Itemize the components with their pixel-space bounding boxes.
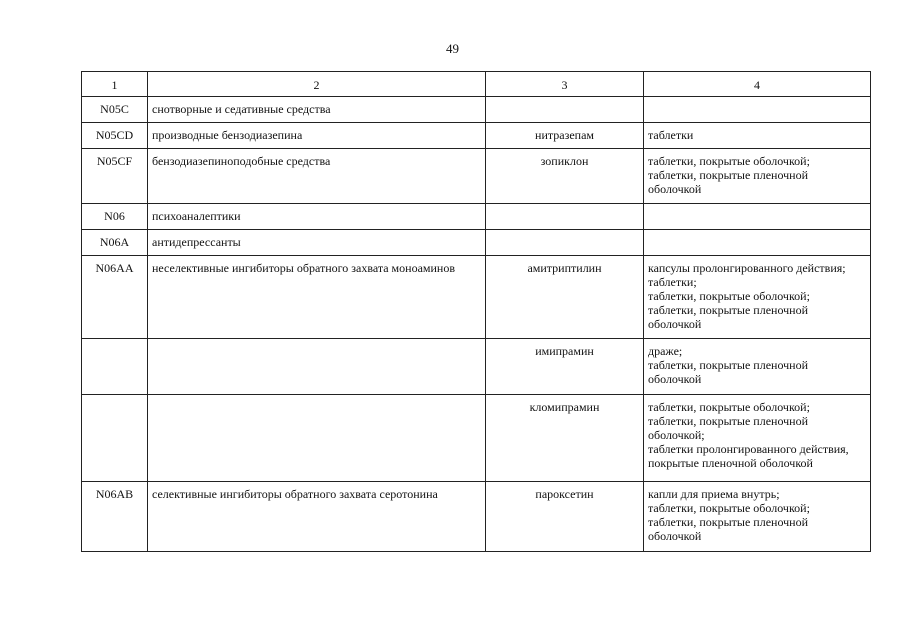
group-name-cell: селективные ингибиторы обратного захвата серотонина	[148, 482, 486, 552]
drug-name-cell: пароксетин	[486, 482, 644, 552]
drug-name-cell	[486, 204, 644, 230]
dosage-forms-cell: капсулы пролонгированного действия; таблетки; таблетки, покрытые оболочкой; таблетки, покрытые пленочной оболочкой	[644, 256, 871, 339]
dosage-forms-cell	[644, 230, 871, 256]
table-row	[82, 149, 871, 204]
header-cell-1: 1	[82, 72, 148, 97]
table-header-row	[82, 72, 871, 97]
table-row	[82, 123, 871, 149]
atc-code-cell	[82, 395, 148, 482]
table-row	[82, 395, 871, 482]
drug-name-cell: зопиклон	[486, 149, 644, 204]
atc-code-cell: N06AA	[82, 256, 148, 339]
atc-code-cell	[82, 339, 148, 395]
atc-code-cell: N05C	[82, 97, 148, 123]
group-name-cell: снотворные и седативные средства	[148, 97, 486, 123]
dosage-forms-cell	[644, 204, 871, 230]
dosage-forms-cell	[644, 97, 871, 123]
group-name-cell: неселективные ингибиторы обратного захвата моноаминов	[148, 256, 486, 339]
drug-table	[81, 71, 871, 552]
header-cell-3: 3	[486, 72, 644, 97]
dosage-forms-cell: капли для приема внутрь; таблетки, покрытые оболочкой; таблетки, покрытые пленочной оболочкой	[644, 482, 871, 552]
group-name-cell	[148, 339, 486, 395]
group-name-cell: психоаналептики	[148, 204, 486, 230]
drug-name-cell: нитразепам	[486, 123, 644, 149]
atc-code-cell: N06	[82, 204, 148, 230]
drug-name-cell: кломипрамин	[486, 395, 644, 482]
dosage-forms-cell: драже; таблетки, покрытые пленочной оболочкой	[644, 339, 871, 395]
dosage-forms-cell: таблетки	[644, 123, 871, 149]
drug-name-cell: имипрамин	[486, 339, 644, 395]
table-row	[82, 230, 871, 256]
atc-code-cell: N06AB	[82, 482, 148, 552]
dosage-forms-cell: таблетки, покрытые оболочкой; таблетки, покрытые пленочной оболочкой	[644, 149, 871, 204]
table-row	[82, 339, 871, 395]
drug-name-cell	[486, 230, 644, 256]
drug-name-cell	[486, 97, 644, 123]
table-row	[82, 97, 871, 123]
group-name-cell: антидепрессанты	[148, 230, 486, 256]
header-cell-2: 2	[148, 72, 486, 97]
page-number: 49	[446, 41, 459, 56]
group-name-cell	[148, 395, 486, 482]
atc-code-cell: N06A	[82, 230, 148, 256]
atc-code-cell: N05CD	[82, 123, 148, 149]
group-name-cell: производные бензодиазепина	[148, 123, 486, 149]
table-row	[82, 482, 871, 552]
header-cell-4: 4	[644, 72, 871, 97]
dosage-forms-cell: таблетки, покрытые оболочкой; таблетки, покрытые пленочной оболочкой; таблетки пролонгированного действия, покрытые пленочной оболочкой	[644, 395, 871, 482]
table-row	[82, 256, 871, 339]
atc-code-cell: N05CF	[82, 149, 148, 204]
drug-name-cell: амитриптилин	[486, 256, 644, 339]
table-row	[82, 204, 871, 230]
group-name-cell: бензодиазепиноподобные средства	[148, 149, 486, 204]
